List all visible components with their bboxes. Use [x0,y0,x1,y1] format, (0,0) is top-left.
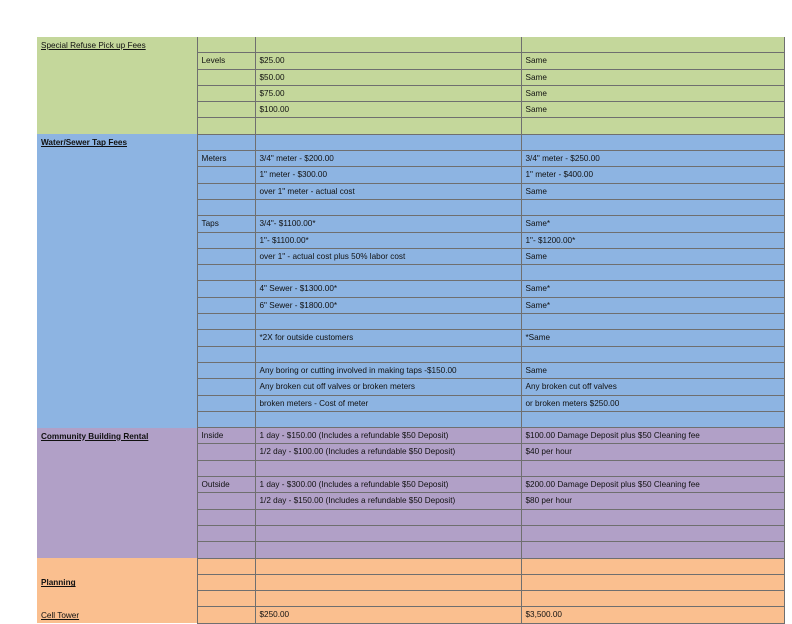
table-row [37,509,784,525]
table-row [37,297,784,313]
table-row [37,460,784,476]
category-cell [197,199,255,215]
proposed-fee-cell [521,346,784,362]
current-fee-cell [255,118,521,134]
table-row [37,37,784,53]
proposed-fee-cell [521,525,784,541]
current-fee-text: 1" meter - $300.00 [259,170,328,180]
current-fee-cell [255,199,521,215]
table-row [37,330,784,346]
proposed-fee-text: 1"- $1200.00* [525,235,576,245]
row-heading-cell [37,460,197,476]
current-fee-text: over 1" - actual cost plus 50% labor cost [259,251,406,261]
current-fee-cell [255,395,521,411]
category-cell [197,395,255,411]
row-heading-cell [37,395,197,411]
table-row [37,281,784,297]
table-row [37,493,784,509]
table-row [37,542,784,558]
category-cell [197,37,255,53]
proposed-fee-text: $80 per hour [525,496,572,506]
row-heading-cell [37,493,197,509]
current-fee-cell [255,53,521,69]
category-text: Meters [201,154,227,164]
table-row [37,379,784,395]
current-fee-cell [255,297,521,313]
proposed-fee-cell [521,134,784,150]
table-row [37,314,784,330]
proposed-fee-cell [521,37,784,53]
proposed-fee-cell [521,411,784,427]
table-row [37,232,784,248]
row-heading-cell [37,281,197,297]
current-fee-cell [255,330,521,346]
row-heading-cell [37,411,197,427]
category-cell [197,216,255,232]
current-fee-cell [255,542,521,558]
category-cell [197,134,255,150]
category-cell [197,151,255,167]
proposed-fee-cell [521,199,784,215]
proposed-fee-cell [521,379,784,395]
proposed-fee-text: Same [525,88,547,98]
category-cell [197,607,255,623]
category-cell [197,314,255,330]
category-cell [197,411,255,427]
current-fee-text: 1"- $1100.00* [259,235,309,245]
current-fee-cell [255,591,521,607]
fee-schedule-body [37,37,784,623]
current-fee-cell [255,607,521,623]
category-cell [197,428,255,444]
current-fee-text: $25.00 [259,56,285,66]
proposed-fee-cell [521,574,784,590]
row-heading-text: Water/Sewer Tap Fees [41,138,127,148]
proposed-fee-cell [521,151,784,167]
current-fee-text: *2X for outside customers [259,333,354,343]
table-row [37,102,784,118]
proposed-fee-cell [521,232,784,248]
category-cell [197,591,255,607]
table-row [37,199,784,215]
current-fee-cell [255,134,521,150]
proposed-fee-text: Same* [525,219,551,229]
proposed-fee-cell [521,85,784,101]
proposed-fee-text: *Same [525,333,551,343]
proposed-fee-text: Same* [525,300,551,310]
current-fee-cell [255,69,521,85]
category-cell [197,183,255,199]
current-fee-cell [255,248,521,264]
table-row [37,411,784,427]
proposed-fee-text: Same [525,56,547,66]
table-row [37,346,784,362]
proposed-fee-cell [521,509,784,525]
category-cell [197,379,255,395]
current-fee-cell [255,167,521,183]
proposed-fee-text: Same [525,251,547,261]
row-heading-cell [37,151,197,167]
row-heading-cell [37,362,197,378]
proposed-fee-cell [521,428,784,444]
table-row [37,574,784,590]
table-row [37,69,784,85]
table-row [37,118,784,134]
row-heading-text: Cell Tower [41,610,80,620]
row-heading-cell [37,167,197,183]
category-cell [197,167,255,183]
row-heading-cell [37,216,197,232]
current-fee-cell [255,151,521,167]
category-cell [197,493,255,509]
table-row [37,53,784,69]
row-heading-text: Community Building Rental [41,431,149,441]
category-cell [197,265,255,281]
current-fee-cell [255,281,521,297]
category-text: Inside [201,431,224,441]
row-heading-cell [37,53,197,69]
proposed-fee-cell [521,53,784,69]
proposed-fee-text: $100.00 Damage Deposit plus $50 Cleaning fee [525,431,700,441]
row-heading-cell [37,248,197,264]
proposed-fee-cell [521,265,784,281]
table-row [37,362,784,378]
fee-schedule-table [37,37,785,624]
row-heading-cell [37,509,197,525]
current-fee-cell [255,493,521,509]
current-fee-cell [255,314,521,330]
table-row [37,428,784,444]
current-fee-cell [255,509,521,525]
proposed-fee-text: $40 per hour [525,447,572,457]
category-cell [197,102,255,118]
proposed-fee-text: Same [525,365,547,375]
proposed-fee-text: Same [525,186,547,196]
proposed-fee-text: Any broken cut off valves [525,382,617,392]
current-fee-cell [255,460,521,476]
proposed-fee-cell [521,444,784,460]
row-heading-cell [37,444,197,460]
table-row [37,265,784,281]
table-row [37,525,784,541]
proposed-fee-text: Same [525,72,547,82]
category-cell [197,330,255,346]
row-heading-cell [37,428,197,444]
row-heading-cell [37,558,197,574]
row-heading-cell [37,199,197,215]
proposed-fee-cell [521,248,784,264]
current-fee-cell [255,411,521,427]
row-heading-cell [37,314,197,330]
category-cell [197,346,255,362]
proposed-fee-cell [521,69,784,85]
row-heading-cell [37,379,197,395]
current-fee-text: $75.00 [259,88,285,98]
current-fee-text: $250.00 [259,610,290,620]
proposed-fee-cell [521,477,784,493]
row-heading-cell [37,607,197,623]
current-fee-cell [255,183,521,199]
current-fee-cell [255,558,521,574]
current-fee-cell [255,37,521,53]
row-heading-cell [37,346,197,362]
table-row [37,477,784,493]
category-cell [197,574,255,590]
proposed-fee-text: Same* [525,284,551,294]
proposed-fee-cell [521,216,784,232]
row-heading-cell [37,477,197,493]
row-heading-cell [37,183,197,199]
table-row [37,607,784,623]
proposed-fee-cell [521,460,784,476]
category-text: Taps [201,219,219,229]
category-cell [197,232,255,248]
category-cell [197,53,255,69]
current-fee-text: 6" Sewer - $1800.00* [259,300,338,310]
current-fee-text: 1 day - $300.00 (Includes a refundable $50 Deposit) [259,480,449,490]
table-row [37,151,784,167]
table-row [37,134,784,150]
proposed-fee-cell [521,395,784,411]
row-heading-cell [37,134,197,150]
proposed-fee-cell [521,362,784,378]
proposed-fee-cell [521,493,784,509]
current-fee-cell [255,265,521,281]
row-heading-cell [37,37,197,53]
current-fee-cell [255,525,521,541]
current-fee-text: 4" Sewer - $1300.00* [259,284,338,294]
row-heading-cell [37,542,197,558]
row-heading-cell [37,591,197,607]
proposed-fee-cell [521,297,784,313]
category-cell [197,444,255,460]
current-fee-cell [255,346,521,362]
table-row [37,558,784,574]
current-fee-cell [255,85,521,101]
proposed-fee-text: $200.00 Damage Deposit plus $50 Cleaning fee [525,480,700,490]
category-cell [197,362,255,378]
current-fee-text: 3/4" meter - $200.00 [259,154,334,164]
current-fee-cell [255,379,521,395]
table-row [37,216,784,232]
category-cell [197,85,255,101]
row-heading-cell [37,118,197,134]
category-cell [197,542,255,558]
category-cell [197,281,255,297]
category-text: Levels [201,56,226,66]
category-cell [197,509,255,525]
current-fee-cell [255,477,521,493]
current-fee-text: $50.00 [259,72,285,82]
category-cell [197,558,255,574]
proposed-fee-cell [521,607,784,623]
proposed-fee-cell [521,118,784,134]
row-heading-cell [37,330,197,346]
row-heading-cell [37,525,197,541]
table-row [37,167,784,183]
proposed-fee-text: or broken meters $250.00 [525,398,620,408]
table-row [37,395,784,411]
table-row [37,183,784,199]
row-heading-text: Special Refuse Pick up Fees [41,40,146,50]
current-fee-cell [255,216,521,232]
category-cell [197,460,255,476]
current-fee-text: 1/2 day - $150.00 (Includes a refundable $50 Deposit) [259,496,456,506]
table-row [37,248,784,264]
category-text: Outside [201,480,230,490]
category-cell [197,525,255,541]
current-fee-cell [255,102,521,118]
proposed-fee-cell [521,591,784,607]
current-fee-text: Any boring or cutting involved in making taps -$150.00 [259,365,457,375]
row-heading-cell [37,574,197,590]
current-fee-text: 3/4"- $1100.00* [259,219,316,229]
row-heading-cell [37,69,197,85]
category-cell [197,477,255,493]
current-fee-cell [255,362,521,378]
table-row [37,85,784,101]
current-fee-text: 1 day - $150.00 (Includes a refundable $50 Deposit) [259,431,449,441]
proposed-fee-cell [521,558,784,574]
current-fee-text: $100.00 [259,105,290,115]
proposed-fee-cell [521,102,784,118]
current-fee-cell [255,444,521,460]
category-cell [197,118,255,134]
proposed-fee-cell [521,330,784,346]
proposed-fee-cell [521,281,784,297]
current-fee-text: Any broken cut off valves or broken meters [259,382,415,392]
current-fee-text: over 1" meter - actual cost [259,186,355,196]
proposed-fee-text: Same [525,105,547,115]
row-heading-cell [37,232,197,248]
table-row [37,444,784,460]
proposed-fee-text: 3/4" meter - $250.00 [525,154,600,164]
current-fee-cell [255,574,521,590]
current-fee-text: broken meters - Cost of meter [259,398,369,408]
row-heading-cell [37,297,197,313]
current-fee-cell [255,232,521,248]
current-fee-cell [255,428,521,444]
row-heading-cell [37,265,197,281]
proposed-fee-cell [521,183,784,199]
table-row [37,591,784,607]
proposed-fee-cell [521,167,784,183]
proposed-fee-text: $3,500.00 [525,610,562,620]
category-cell [197,297,255,313]
row-heading-cell [37,85,197,101]
proposed-fee-cell [521,542,784,558]
proposed-fee-text: 1" meter - $400.00 [525,170,594,180]
category-cell [197,248,255,264]
category-cell [197,69,255,85]
row-heading-cell [37,102,197,118]
row-heading-text: Planning [41,578,76,588]
current-fee-text: 1/2 day - $100.00 (Includes a refundable $50 Deposit) [259,447,456,457]
proposed-fee-cell [521,314,784,330]
